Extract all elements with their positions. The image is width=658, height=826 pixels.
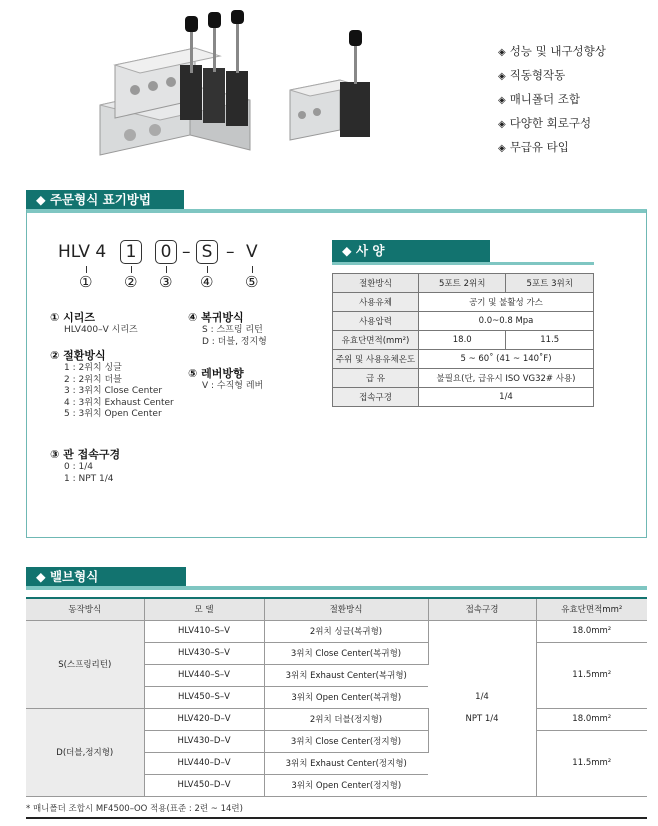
feature-item: ◈ 다양한 회로구성 bbox=[498, 116, 592, 130]
valve-header: 유효단면적mm² bbox=[536, 598, 647, 620]
return-item: D : 더블, 정지형 bbox=[202, 336, 267, 347]
switch-cell: 2위치 더블(정지형) bbox=[264, 708, 428, 730]
valve-section-title: ◆ 밸브형식 bbox=[26, 567, 186, 587]
footnote: * 매니폴더 조합시 MF4500–OO 적용(표준 : 2련 ~ 14련) bbox=[26, 804, 243, 814]
spec-value: 18.0 bbox=[419, 331, 506, 350]
switch-cell: 2위치 싱글(복귀형) bbox=[264, 620, 428, 642]
code-dash: – bbox=[226, 242, 235, 262]
spec-value: 1/4 bbox=[419, 388, 594, 407]
lever-item: V : 수직형 레버 bbox=[202, 381, 264, 391]
series-spec bbox=[50, 310, 138, 337]
switching-item: 3 : 3위치 Close Center bbox=[64, 386, 163, 396]
code-tick bbox=[131, 266, 132, 273]
code-box-switching: 1 bbox=[120, 240, 142, 264]
table-row bbox=[26, 598, 647, 620]
code-num: ④ bbox=[200, 273, 214, 291]
table-row bbox=[333, 350, 594, 369]
valve-section-line bbox=[26, 586, 647, 590]
code-num: ⑤ bbox=[245, 273, 259, 291]
model-cell: HLV430–D–V bbox=[144, 730, 264, 752]
valve-table bbox=[26, 597, 647, 797]
product-image bbox=[95, 10, 400, 170]
spec-value: 11.5 bbox=[506, 331, 594, 350]
spec-value: 0.0~0.8 Mpa bbox=[419, 312, 594, 331]
switch-cell: 3위치 Exhaust Center(정지형) bbox=[264, 752, 428, 774]
code-num: ② bbox=[124, 273, 138, 291]
valve-header: 절환방식 bbox=[264, 598, 428, 620]
code-tick bbox=[207, 266, 208, 273]
table-row bbox=[26, 708, 647, 730]
area-cell: 18.0mm² bbox=[536, 708, 647, 730]
order-code bbox=[40, 240, 300, 291]
valve-header: 모 델 bbox=[144, 598, 264, 620]
table-row bbox=[333, 388, 594, 407]
spec-value: 불필요(단, 급유시 ISO VG32# 사용) bbox=[419, 369, 594, 388]
spec-title-line bbox=[332, 262, 594, 265]
port-item: 1 : NPT 1/4 bbox=[64, 473, 114, 484]
area-cell: 18.0mm² bbox=[536, 620, 647, 642]
code-num: ③ bbox=[159, 273, 173, 291]
table-row bbox=[26, 620, 647, 642]
feature-list bbox=[498, 40, 606, 160]
switch-cell: 3위치 Exhaust Center(복귀형) bbox=[264, 664, 428, 686]
switch-cell: 3위치 Open Center(복귀형) bbox=[264, 686, 428, 708]
return-item: S : 스프링 리턴 bbox=[202, 325, 263, 335]
spec-label: 유효단면적(mm²) bbox=[333, 331, 419, 350]
model-cell: HLV430–S–V bbox=[144, 642, 264, 664]
return-title: ④ 복귀방식 bbox=[188, 311, 244, 324]
model-cell: HLV410–S–V bbox=[144, 620, 264, 642]
spec-value: 5 ~ 60˚ (41 ~ 140˚F) bbox=[419, 350, 594, 369]
model-cell: HLV450–S–V bbox=[144, 686, 264, 708]
port-cell: 1/4 NPT 1/4 bbox=[428, 620, 536, 796]
spec-label: 급 유 bbox=[333, 369, 419, 388]
switch-cell: 3위치 Close Center(정지형) bbox=[264, 730, 428, 752]
spec-header-cell: 5포트 3위치 bbox=[506, 274, 594, 293]
model-cell: HLV440–S–V bbox=[144, 664, 264, 686]
model-cell: HLV420–D–V bbox=[144, 708, 264, 730]
valve-header: 접속구경 bbox=[428, 598, 536, 620]
return-spec bbox=[188, 310, 267, 348]
table-row bbox=[333, 293, 594, 312]
code-box-port: 0 bbox=[155, 240, 177, 264]
code-box-return: S bbox=[196, 240, 218, 264]
spec-title: ◆ 사 양 bbox=[332, 240, 490, 262]
switching-item: 5 : 3위치 Open Center bbox=[64, 409, 162, 419]
spec-label: 사용유체 bbox=[333, 293, 419, 312]
model-cell: HLV440–D–V bbox=[144, 752, 264, 774]
series-item: HLV400–V 시리즈 bbox=[64, 325, 138, 335]
spec-header-cell: 5포트 2위치 bbox=[419, 274, 506, 293]
spec-label: 주위 및 사용유체온도 bbox=[333, 350, 419, 369]
code-num: ① bbox=[79, 273, 93, 291]
switching-item: 1 : 2위치 싱글 bbox=[64, 363, 122, 373]
code-tick bbox=[252, 266, 253, 273]
feature-item: ◈ 성능 및 내구성향상 bbox=[498, 44, 606, 58]
lever-spec bbox=[188, 366, 263, 393]
valve-header: 동작방식 bbox=[26, 598, 144, 620]
feature-item: ◈ 무급유 타입 bbox=[498, 140, 569, 154]
switching-item: 2 : 2위치 더블 bbox=[64, 374, 122, 385]
model-cell: HLV450–D–V bbox=[144, 774, 264, 796]
table-row bbox=[333, 312, 594, 331]
series-title: ① 시리즈 bbox=[50, 311, 96, 324]
port-spec bbox=[50, 447, 120, 485]
area-cell: 11.5mm² bbox=[536, 642, 647, 708]
spec-header-cell: 절환방식 bbox=[333, 274, 419, 293]
group-cell: S(스프링리턴) bbox=[26, 620, 144, 708]
port-item: 0 : 1/4 bbox=[64, 462, 93, 472]
spec-table bbox=[332, 273, 594, 407]
code-tick bbox=[86, 266, 87, 273]
spec-value: 공기 및 불활성 가스 bbox=[419, 293, 594, 312]
order-section-title: ◆ 주문형식 표기방법 bbox=[26, 190, 184, 210]
switching-item: 4 : 3위치 Exhaust Center bbox=[64, 397, 174, 408]
switch-cell: 3위치 Open Center(정지형) bbox=[264, 774, 428, 796]
table-row bbox=[333, 331, 594, 350]
port-title: ③ 관 접속구경 bbox=[50, 448, 121, 461]
switch-cell: 3위치 Close Center(복귀형) bbox=[264, 642, 428, 664]
feature-item: ◈ 매니폴더 조합 bbox=[498, 92, 581, 106]
bottom-rule bbox=[26, 817, 647, 819]
code-prefix: HLV 4 bbox=[58, 242, 107, 262]
table-row bbox=[333, 274, 594, 293]
switching-title: ② 절환방식 bbox=[50, 349, 106, 362]
feature-item: ◈ 직동형작동 bbox=[498, 68, 566, 82]
area-cell: 11.5mm² bbox=[536, 730, 647, 796]
lever-title: ⑤ 레버방향 bbox=[188, 367, 244, 380]
spec-label: 접속구경 bbox=[333, 388, 419, 407]
code-suffix: V bbox=[246, 242, 258, 262]
group-cell: D(더블,정지형) bbox=[26, 708, 144, 796]
table-row bbox=[333, 369, 594, 388]
spec-label: 사용압력 bbox=[333, 312, 419, 331]
code-tick bbox=[166, 266, 167, 273]
switching-spec bbox=[50, 348, 174, 421]
code-dash: – bbox=[182, 242, 191, 262]
